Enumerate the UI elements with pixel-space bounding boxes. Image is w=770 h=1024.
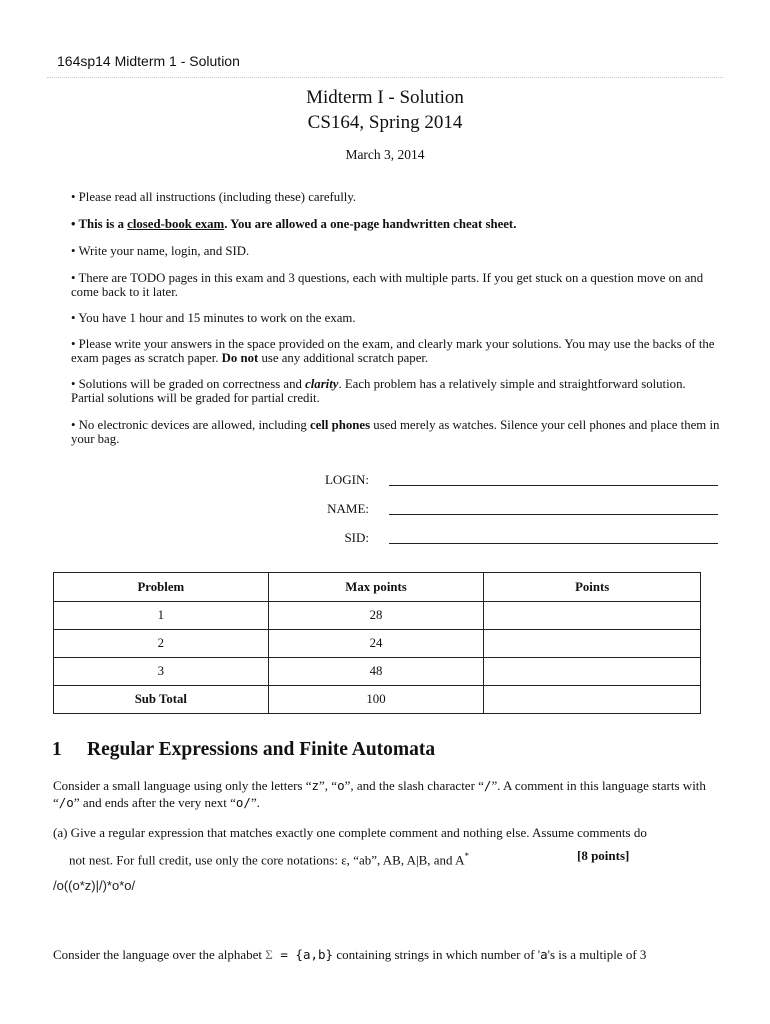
answer-regex: /o((o*z)|/)*o*o/ — [53, 878, 136, 893]
section-heading — [52, 739, 435, 761]
exam-date: March 3, 2014 — [345, 147, 425, 162]
points-label: [8 points] — [577, 848, 630, 863]
table-row — [54, 602, 701, 630]
instruction-3: • Write your name, login, and SID. — [71, 244, 250, 258]
points-cell[interactable] — [484, 602, 701, 630]
subtotal-max: 100 — [268, 686, 484, 714]
score-table — [53, 572, 701, 714]
login-label: LOGIN: — [324, 472, 369, 487]
sigma-symbol: Σ — [265, 947, 273, 962]
max-points-cell: 28 — [268, 602, 484, 630]
instruction-2: • This is a closed-book exam. You are allowed a one-page handwritten cheat sheet. — [71, 217, 517, 231]
login-field[interactable] — [389, 485, 718, 486]
sid-label: SID: — [344, 530, 369, 545]
sid-field[interactable] — [389, 543, 718, 544]
exam-title: Midterm I - Solution — [306, 87, 464, 108]
table-header-row — [54, 573, 701, 602]
name-field[interactable] — [389, 514, 718, 515]
problem-cell: 3 — [54, 658, 269, 686]
points-cell[interactable] — [484, 658, 701, 686]
course-title: CS164, Spring 2014 — [307, 112, 463, 133]
max-points-cell: 24 — [268, 630, 484, 658]
instruction-8: • No electronic devices are allowed, including cell phones used merely as watches. Silence your cell phones and place them in your bag. — [71, 418, 720, 446]
section-number: 1 — [52, 739, 62, 760]
max-points-cell: 48 — [268, 658, 484, 686]
header-divider — [47, 77, 723, 78]
instruction-4: • There are TODO pages in this exam and 3 questions, each with multiple parts. If you get stuck on a question move on and come back to it later. — [71, 271, 704, 299]
table-row — [54, 658, 701, 686]
instruction-6: • Please write your answers in the space provided on the exam, and clearly mark your solutions. You may use the backs of the exam pages as scratch paper. Do not use any additional scratch paper. — [71, 337, 715, 365]
question-a-line1: (a) Give a regular expression that matches exactly one complete comment and nothing else. Assume comments do — [53, 825, 647, 840]
col-max-points: Max points — [268, 573, 484, 602]
closed-book-term: closed-book exam — [127, 217, 225, 231]
subtotal-row — [54, 686, 701, 714]
next-question-intro: Consider the language over the alphabet Σ = {a,b} containing strings in which number of 'a's is a multiple of 3 — [53, 947, 647, 962]
subtotal-points-cell[interactable] — [484, 686, 701, 714]
section-intro: Consider a small language using only the letters “z”, “o”, and the slash character “/”. A comment in this language starts with “/o” and ends after the very next “o/”. — [53, 778, 706, 810]
instruction-1: • Please read all instructions (including these) carefully. — [71, 190, 357, 204]
table-row — [54, 630, 701, 658]
points-cell[interactable] — [484, 630, 701, 658]
name-label: NAME: — [327, 501, 369, 516]
col-points: Points — [484, 573, 701, 602]
problem-cell: 1 — [54, 602, 269, 630]
col-problem: Problem — [54, 573, 269, 602]
instruction-5: • You have 1 hour and 15 minutes to work on the exam. — [71, 311, 356, 325]
section-title: Regular Expressions and Finite Automata — [87, 739, 436, 760]
subtotal-label: Sub Total — [54, 686, 269, 714]
problem-cell: 2 — [54, 630, 269, 658]
instruction-7: • Solutions will be graded on correctness and clarity. Each problem has a relatively simple and straightforward solution. Partial solutions will be graded for partial credit. — [71, 377, 686, 405]
document-header: 164sp14 Midterm 1 - Solution — [57, 53, 240, 69]
question-a-line2: not nest. For full credit, use only the core notations: ε, “ab”, AB, A|B, and A* — [69, 851, 469, 868]
